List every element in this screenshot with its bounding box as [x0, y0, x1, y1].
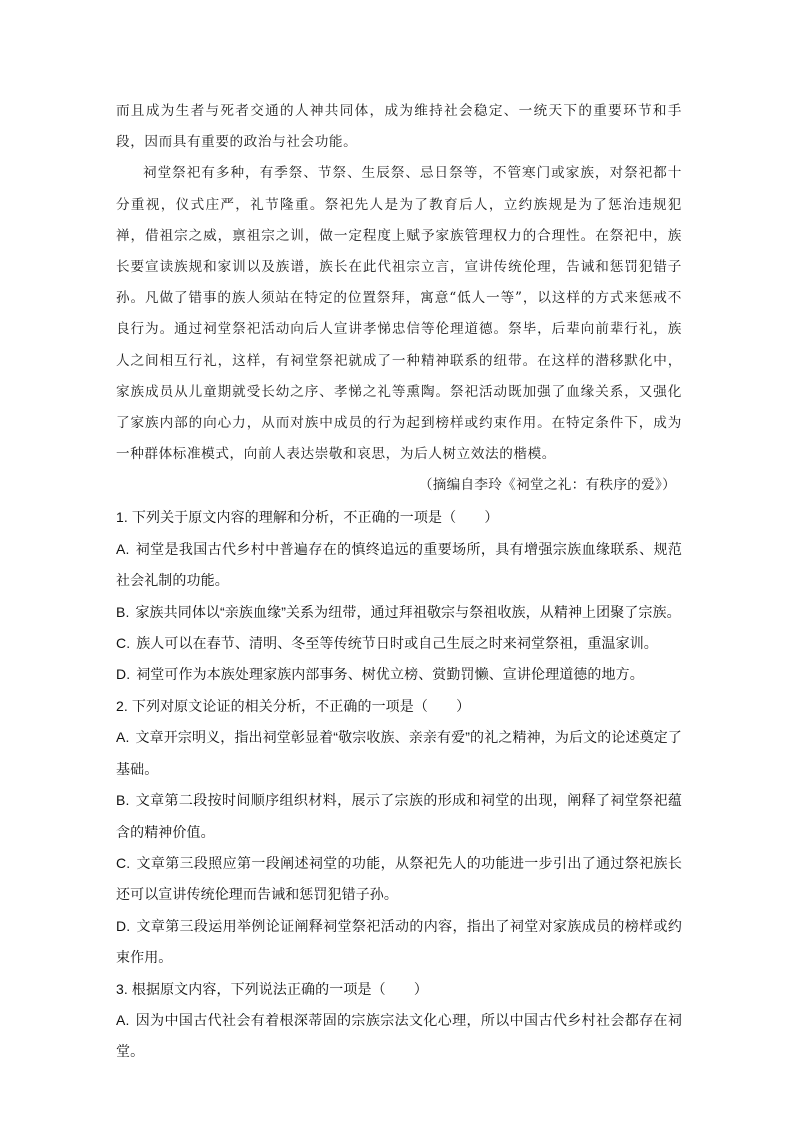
option-text: 文章第二段按时间顺序组织材料，展示了宗族的形成和祠堂的出现，阐释了祠堂祭祀蕴含的精神价值。 — [116, 792, 682, 840]
question-stem: 2. 下列对原文论证的相关分析，不正确的一项是（ ） — [116, 697, 471, 714]
question-list — [116, 502, 682, 1067]
question-2 — [116, 691, 682, 974]
passage-paragraph-1: 而且成为生者与死者交通的人神共同体，成为维持社会稳定、一统天下的重要环节和手段，因而具有重要的政治与社会功能。 — [116, 103, 682, 151]
option-c — [116, 848, 682, 911]
option-letter: C. — [116, 854, 131, 871]
passage-paragraph-2: 祠堂祭祀有多种，有季祭、节祭、生辰祭、忌日祭等，不管寒门或家族，对祭祀都十分重视，仪式庄严，礼节隆重。祭祀先人是为了教育后人，立约族规是为了惩治违规犯禅，借祖宗之威，禀祖宗之训，做一定程度上赋予家族管理权力的合理性。在祭祀中，族长要宣读族规和家训以及族谱，族长在此代祖宗立言，宣讲传统伦理，告诫和惩罚犯错子孙。凡做了错事的族人须站在特定的位置祭拜，寓意“低人一等”，以这样的方式来惩戒不良行为。通过祠堂祭祀活动向后人宣讲孝悌忠信等伦理道德。祭毕，后辈向前辈行礼，族人之间相互行礼，这样，有祠堂祭祀就成了一种精神联系的纽带。在这样的潜移默化中，家族成员从儿童期就受长幼之序、孝悌之礼等熏陶。祭祀活动既加强了血缘关系，又强化了家族内部的向心力，从而对族中成员的行为起到榜样或约束作用。在特定条件下，成为一种群体标准模式，向前人表达崇敬和哀思，为后人树立效法的楷模。 — [116, 165, 682, 463]
reading-passage — [116, 96, 682, 470]
option-text: 文章第三段照应第一段阐述祠堂的功能，从祭祀先人的功能进一步引出了通过祭祀族长还可以宣讲传统伦理而告诫和惩罚犯错子孙。 — [116, 854, 682, 903]
option-letter: A. — [116, 540, 130, 557]
option-a — [116, 1005, 682, 1068]
option-letter: D. — [116, 666, 131, 683]
question-stem: 1. 下列关于原文内容的理解和分析，不正确的一项是（ ） — [116, 509, 499, 526]
option-text: 祠堂是我国古代乡村中普遍存在的慎终追远的重要场所，具有增强宗族血缘联系、规范社会礼制的功能。 — [116, 540, 682, 589]
option-letter: B. — [116, 792, 130, 809]
option-text: 祠堂可作为本族处理家族内部事务、树优立榜、赏勤罚懒、宣讲伦理道德的地方。 — [136, 666, 644, 683]
option-c — [116, 628, 682, 659]
question-1 — [116, 502, 682, 690]
option-text: 因为中国古代社会有着根深蒂固的宗族宗法文化心理，所以中国古代乡村社会都存在祠堂。 — [116, 1011, 682, 1060]
option-letter: B. — [116, 603, 130, 620]
option-text: 文章第三段运用举例论证阐释祠堂祭祀活动的内容，指出了祠堂对家族成员的榜样或约束作用。 — [116, 917, 682, 966]
option-letter: A. — [116, 1011, 130, 1028]
option-a — [116, 722, 682, 785]
question-3 — [116, 974, 682, 1068]
option-letter: A. — [116, 729, 130, 746]
option-text: 文章开宗明义，指出祠堂彰显着“敬宗收族、亲亲有爱”的礼之精神，为后文的论述奠定了基础。 — [116, 729, 682, 777]
passage-source-citation: （摘编自李玲《祠堂之礼：有秩序的爱》） — [418, 477, 676, 494]
option-a — [116, 534, 682, 597]
option-letter: C. — [116, 635, 131, 652]
option-text: 家族共同体以“亲族血缘”关系为纽带，通过拜祖敬宗与祭祖收族，从精神上团聚了宗族。 — [135, 603, 681, 620]
question-stem: 3. 根据原文内容，下列说法正确的一项是（ ） — [116, 980, 428, 997]
option-d — [116, 911, 682, 974]
option-text: 族人可以在春节、清明、冬至等传统节日时或自己生辰之时来祠堂祭祖，重温家训。 — [136, 635, 658, 652]
option-d — [116, 659, 682, 690]
document-page — [116, 96, 682, 1068]
option-letter: D. — [116, 917, 131, 934]
option-b — [116, 597, 682, 628]
option-b — [116, 785, 682, 848]
